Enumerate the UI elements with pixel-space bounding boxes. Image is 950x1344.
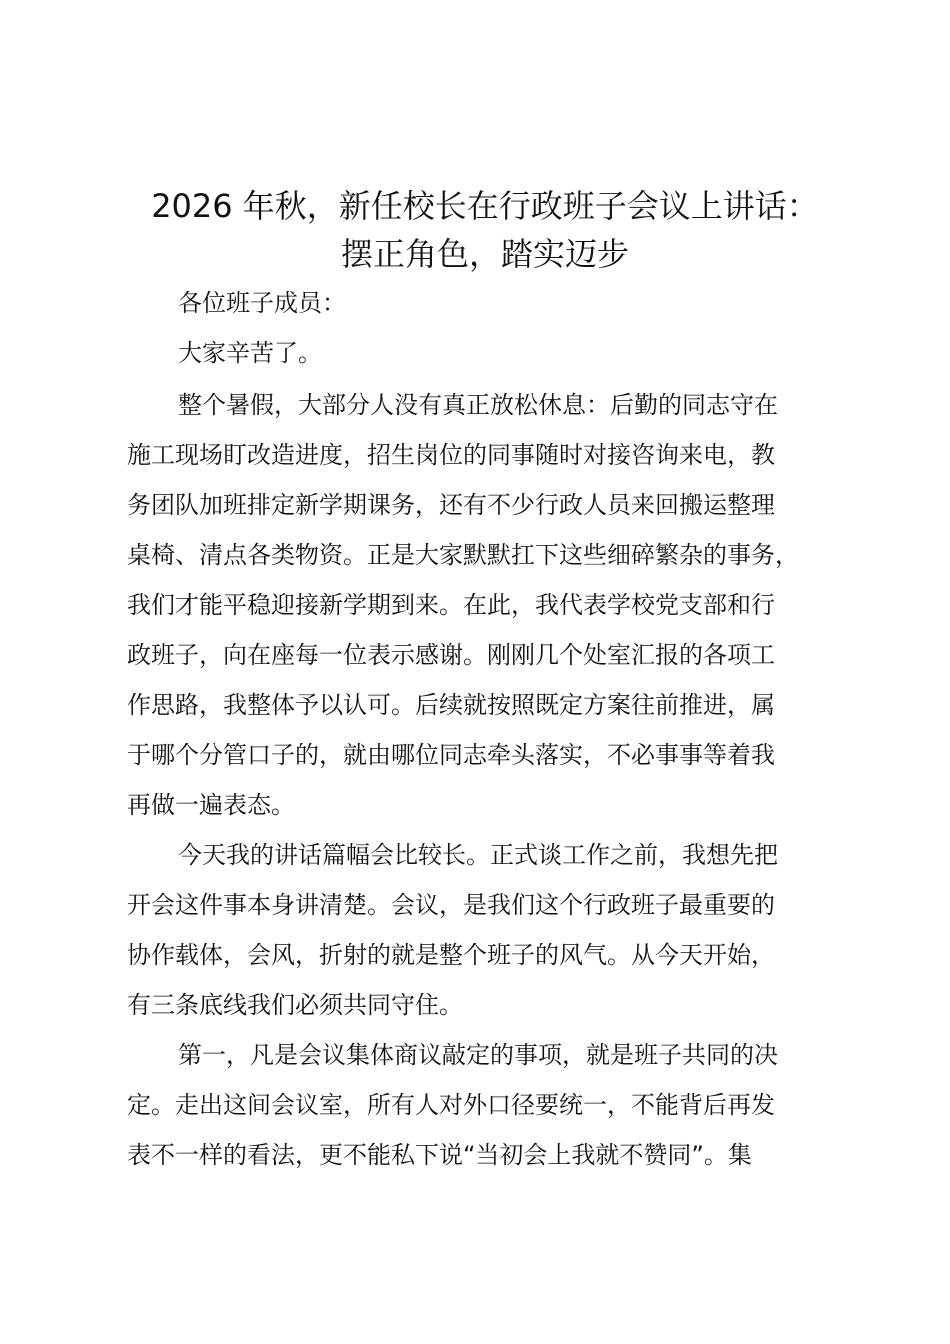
paragraph-2-line-2: 开会这件事本身讲清楚。会议，是我们这个行政班子最重要的 — [127, 891, 775, 919]
paragraph-1-line-4: 桌椅、清点各类物资。正是大家默默扛下这些细碎繁杂的事务， — [127, 541, 799, 569]
paragraph-1-line-8: 于哪个分管口子的，就由哪位同志牵头落实，不必事事等着我 — [127, 741, 775, 769]
paragraph-1-line-1: 整个暑假，大部分人没有真正放松休息：后勤的同志守在 — [178, 391, 778, 419]
paragraph-3-line-2: 定。走出这间会议室，所有人对外口径要统一，不能背后再发 — [127, 1091, 775, 1119]
paragraph-1-line-3: 务团队加班排定新学期课务，还有不少行政人员来回搬运整理 — [127, 491, 775, 519]
paragraph-1-line-6: 政班子，向在座每一位表示感谢。刚刚几个处室汇报的各项工 — [127, 641, 775, 669]
document-title-line-2: 摆正角色，踏实迈步 — [340, 235, 629, 273]
paragraph-3-line-3: 表不一样的看法，更不能私下说“当初会上我就不赞同”。集 — [127, 1141, 752, 1169]
paragraph-1-line-7: 作思路，我整体予以认可。后续就按照既定方案往前推进，属 — [127, 691, 775, 719]
greeting: 大家辛苦了。 — [178, 339, 322, 367]
document-title-line-1: 2026 年秋，新任校长在行政班子会议上讲话： — [151, 187, 819, 225]
salutation: 各位班子成员： — [178, 289, 346, 317]
paragraph-1-line-5: 我们才能平稳迎接新学期到来。在此，我代表学校党支部和行 — [127, 591, 775, 619]
paragraph-2-line-1: 今天我的讲话篇幅会比较长。正式谈工作之前，我想先把 — [178, 841, 778, 869]
paragraph-1-line-9: 再做一遍表态。 — [127, 791, 295, 819]
paragraph-3-line-1: 第一，凡是会议集体商议敲定的事项，就是班子共同的决 — [178, 1041, 778, 1069]
paragraph-2-line-3: 协作载体，会风，折射的就是整个班子的风气。从今天开始， — [127, 941, 775, 969]
paragraph-2-line-4: 有三条底线我们必须共同守住。 — [127, 991, 463, 1019]
paragraph-1-line-2: 施工现场盯改造进度，招生岗位的同事随时对接咨询来电，教 — [127, 441, 775, 469]
